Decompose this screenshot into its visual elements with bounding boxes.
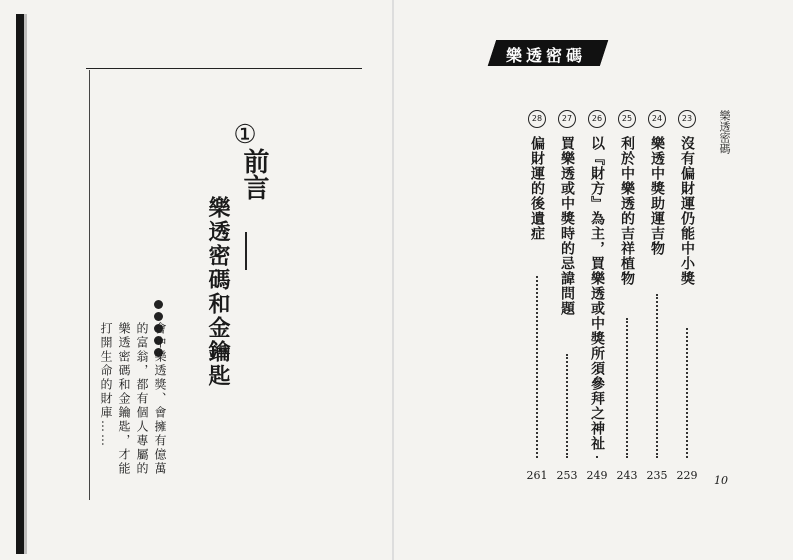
dot-icon — [154, 312, 163, 321]
entry-page: 261 — [526, 469, 548, 482]
entry-page: 243 — [616, 469, 638, 482]
entry-title: 沒有偏財運仍能中小獎 — [679, 136, 695, 286]
entry-page: 229 — [676, 469, 698, 482]
book-spine-shadow — [16, 14, 24, 554]
entry-page: 249 — [586, 469, 608, 482]
chapter-dash — [245, 232, 247, 270]
entry-title: 偏財運的後遺症 — [529, 136, 545, 241]
entry-title: 利於中樂透的吉祥植物 — [619, 136, 635, 286]
chapter-word: 前言 — [239, 148, 269, 200]
entry-number: 23 — [678, 110, 696, 128]
chapter-blurb: 會中樂透獎、會擁有億萬的富翁，都有個人專屬的樂透密碼和金鑰匙，才能打開生命的財庫…… — [99, 322, 167, 476]
chapter-subtitle: 樂透密碼和金鑰匙 — [205, 196, 231, 388]
book-title-banner — [492, 40, 604, 66]
dot-icon — [154, 300, 163, 309]
left-rule — [89, 70, 90, 500]
entry-title: 樂透中獎助運吉物 — [649, 136, 665, 256]
entry-title: 買樂透或中獎時的忌諱問題 — [559, 136, 575, 316]
entry-page: 253 — [556, 469, 578, 482]
entry-number: 25 — [618, 110, 636, 128]
page-number: 10 — [714, 474, 728, 487]
book-spine-edge — [24, 14, 27, 554]
dotted-leader — [596, 456, 598, 458]
top-rule — [86, 68, 362, 69]
banner-text: 樂透密碼 — [506, 46, 587, 65]
entry-number: 24 — [648, 110, 666, 128]
entry-number: 28 — [528, 110, 546, 128]
page-gutter — [392, 0, 394, 560]
chapter-number: ① — [230, 120, 260, 150]
entry-title: 以『財方』為主，買樂透或中獎所須參拜之神祉 — [589, 136, 605, 451]
dotted-leader — [686, 328, 688, 458]
entry-number: 27 — [558, 110, 576, 128]
entry-number: 26 — [588, 110, 606, 128]
dotted-leader — [536, 276, 538, 458]
running-header: 樂透密碼 — [718, 110, 731, 154]
entry-page: 235 — [646, 469, 668, 482]
dotted-leader — [566, 354, 568, 458]
dotted-leader — [656, 294, 658, 458]
dotted-leader — [626, 318, 628, 458]
